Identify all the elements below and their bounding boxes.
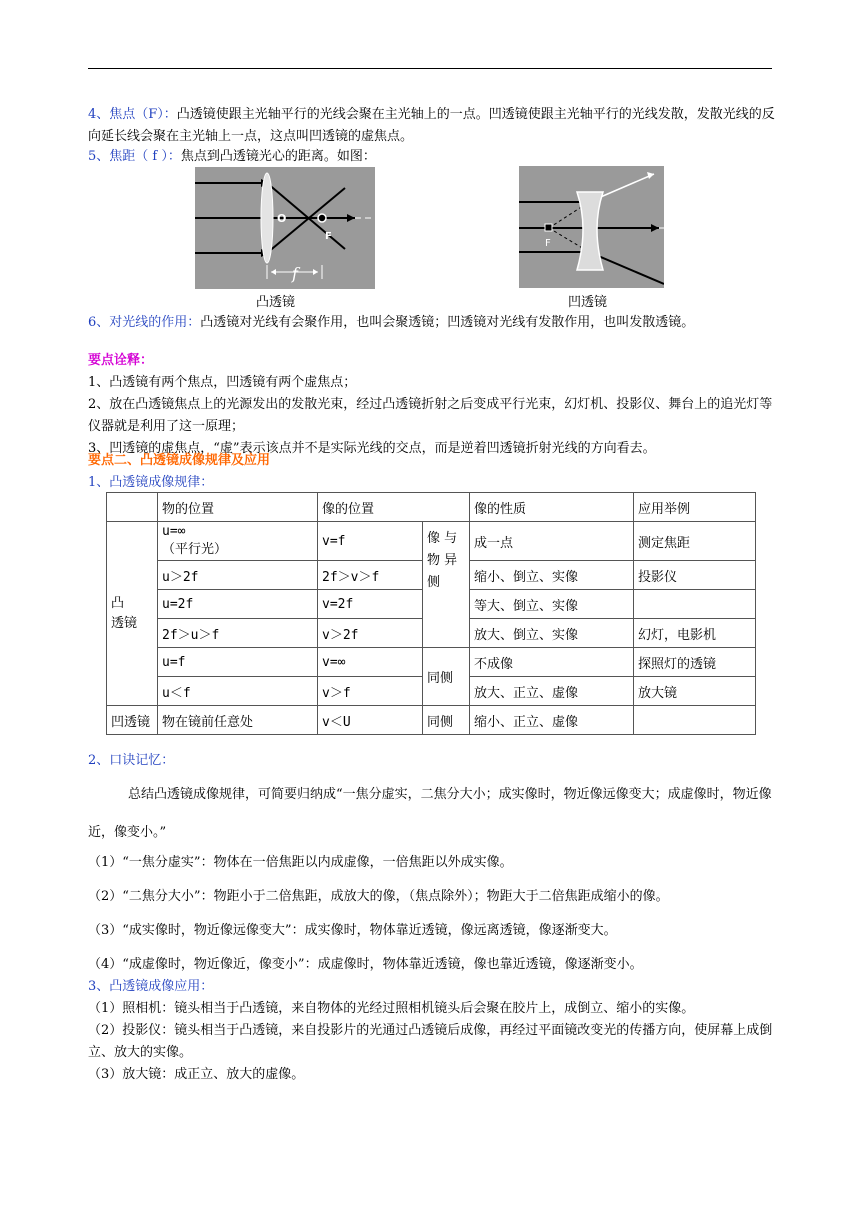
concave-lens-caption: 凹透镜 [568,295,608,310]
table-cell [634,706,756,735]
convex-lens-diagram [195,167,375,289]
table-row [107,522,756,561]
table-cell: 放大、倒立、实像 [470,619,634,648]
table-corner-cell [107,493,158,522]
application-item: （3）放大镜：成正立、放大的虚像。 [88,1067,305,1082]
table-cell: 2f＞u＞f [158,619,318,648]
table-cell: 测定焦距 [634,522,756,561]
point2-heading: 要点二、凸透镜成像规律及应用 [88,453,271,468]
table-header: 像的性质 [470,493,634,522]
table-cell: 缩小、正立、虚像 [470,706,634,735]
mnemonic-item: （4）“成虚像时，物近像近，像变小”：成虚像时，物体靠近透镜，像也靠近透镜，像逐渐变小。 [88,957,643,972]
applications-list [88,998,778,1086]
table-header-row [107,493,756,522]
concave-lens-diagram [519,166,664,288]
sub3-heading: 3、凸透镜成像应用： [88,979,214,994]
table-cell: v=2f [318,590,423,619]
table-cell: 同侧 [423,706,470,735]
mnemonic-intro: 总结凸透镜成像规律，可简要归纳成“一焦分虚实，二焦分大小；成实像时，物近像远像变大；成虚像时，物近像近，像变小。” [88,787,772,840]
mnemonic-item: （1）“一焦分虚实”：物体在一倍焦距以内成虚像，一倍焦距以外成实像。 [88,855,513,870]
mnemonic-item: （2）“二焦分大小”：物距小于二倍焦距，成放大的像，（焦点除外）；物距大于二倍焦距成缩小的像。 [88,889,669,904]
table-cell: 等大、倒立、实像 [470,590,634,619]
sub1-heading: 1、凸透镜成像规律： [88,475,214,490]
table-cell: 放大、正立、虚像 [470,677,634,706]
sec5-label: 5、焦距（ f ）： [88,149,181,164]
table-cell: v＞2f [318,619,423,648]
note-item: 1、凸透镜有两个焦点，凹透镜有两个虚焦点； [88,375,357,390]
table-cell: v＞f [318,677,423,706]
table-cell: v=∞ [318,648,423,677]
table-cell: v＜U [318,706,423,735]
concave-lens-row-label: 凹透镜 [107,706,158,735]
table-cell: u=f [158,648,318,677]
header-rule [88,68,772,69]
table-cell [634,590,756,619]
table-cell: u=2f [158,590,318,619]
light-effect-paragraph [88,312,778,334]
table-cell: u＜f [158,677,318,706]
table-cell: 不成像 [470,648,634,677]
table-cell: u=∞ （平行光） [158,522,318,561]
table-cell: 物在镜前任意处 [158,706,318,735]
table-header: 物的位置 [158,493,318,522]
imaging-rules-table [106,492,756,735]
optical-center-label: O [277,212,287,225]
application-item: （2）投影仪：镜头相当于凸透镜，来自投影片的光通过凸透镜后成像，再经过平面镜改变光的传播方向，使屏幕上成倒立、放大的实像。 [88,1023,773,1060]
note-item: 2、放在凸透镜焦点上的光源发出的发散光束，经过凸透镜折射之后变成平行光束，幻灯机、投影仪、舞台上的追光灯等仪器就是利用了这一原理； [88,397,773,434]
virtual-focus-label: F [545,238,551,249]
table-header: 应用举例 [634,493,756,522]
convex-lens-row-label: 凸 透镜 [107,522,158,706]
table-cell: 2f＞v＞f [318,561,423,590]
sec6-text: 凸透镜对光线有会聚作用，也叫会聚透镜；凹透镜对光线有发散作用，也叫发散透镜。 [200,315,695,330]
concave-lens-figure [519,166,664,288]
application-item: （1）照相机：镜头相当于凸透镜，来自物体的光经过照相机镜头后会聚在胶片上，成倒立、缩小的实像。 [88,1001,695,1016]
table-cell: 探照灯的透镜 [634,648,756,677]
same-side-cell: 同侧 [423,648,470,706]
mnemonic-item: （3）“成实像时，物近像远像变大”：成实像时，物体靠近透镜，像远离透镜，像逐渐变大。 [88,923,617,938]
table-cell: 放大镜 [634,677,756,706]
table-cell: 投影仪 [634,561,756,590]
convex-lens-caption: 凸透镜 [256,295,296,310]
focal-length-label: f [292,264,298,283]
sec5-text: 焦点到凸透镜光心的距离。如图： [180,149,376,164]
focus-point-paragraph [88,104,778,148]
focal-length-paragraph [88,146,778,168]
table-cell: v=f [318,522,423,561]
focus-label: F [325,231,332,242]
table-row [107,648,756,677]
opposite-side-cell: 像 与 物 异 侧 [423,522,470,648]
table-row [107,706,756,735]
note-item: 3、凹透镜的虚焦点，“虚”表示该点并不是实际光线的交点，而是逆着凹透镜折射光线的方向看去。 [88,441,656,456]
sec4-label: 4、焦点（F）： [88,107,177,122]
table-cell: 缩小、倒立、实像 [470,561,634,590]
sec6-label: 6、对光线的作用： [88,315,201,330]
mnemonic-list [88,846,778,982]
convex-lens-figure [195,167,375,289]
table-cell: 幻灯，电影机 [634,619,756,648]
table-cell: 成一点 [470,522,634,561]
table-header: 像的位置 [318,493,470,522]
table-cell: u＞2f [158,561,318,590]
sub2-heading: 2、口诀记忆： [88,753,175,768]
notes-heading: 要点诠释： [88,353,154,368]
sec4-text: 凸透镜使跟主光轴平行的光线会聚在主光轴上的一点。凹透镜使跟主光轴平行的光线发散，发散光线的反向延长线会聚在主光轴上一点，这点叫凹透镜的虚焦点。 [88,107,775,144]
notes-block [88,350,778,460]
